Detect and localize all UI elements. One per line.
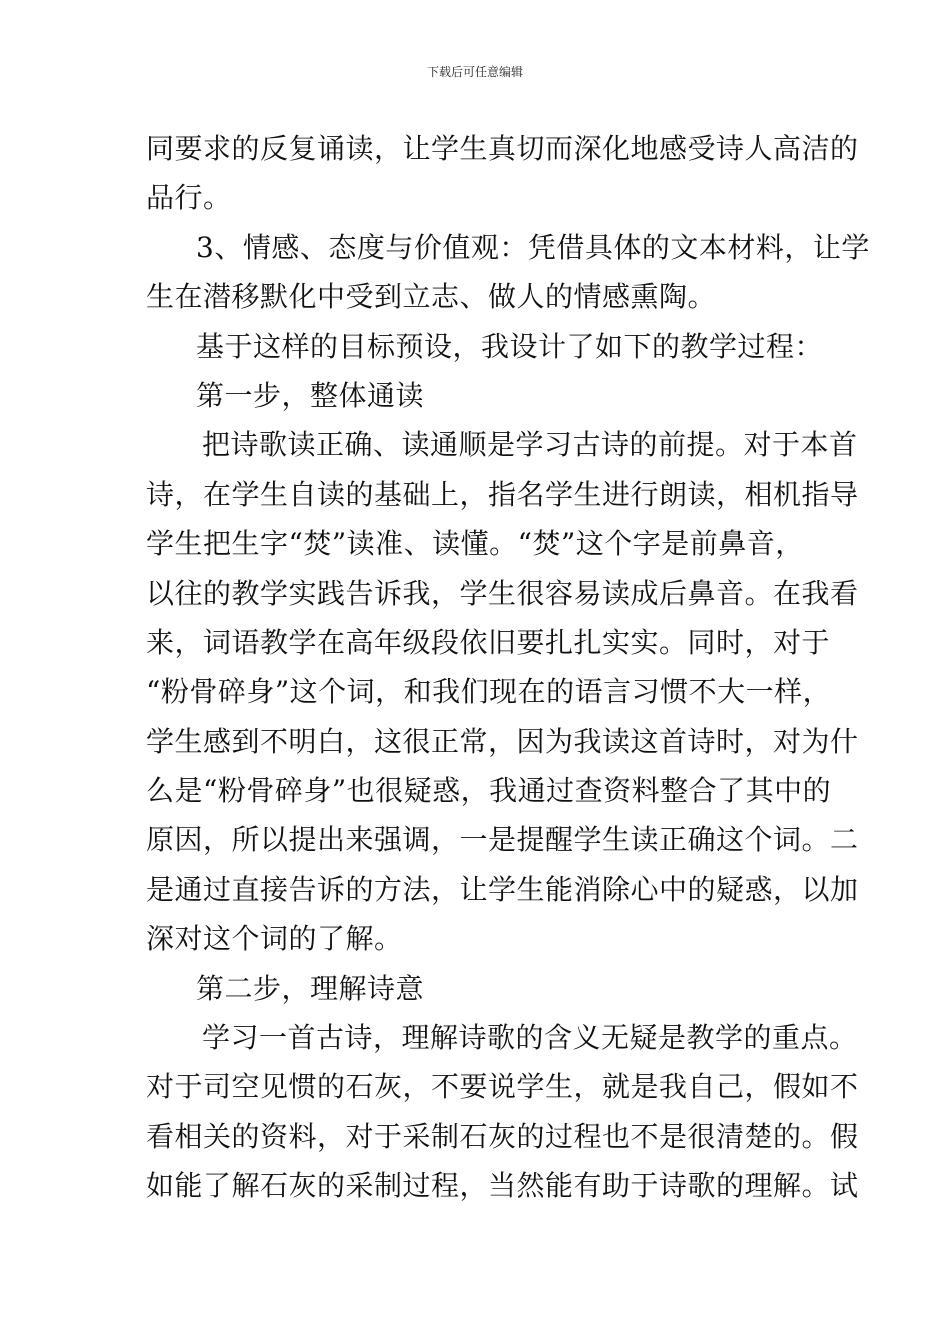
text-line: 学习一首古诗，理解诗歌的含义无疑是教学的重点。 — [202, 1021, 858, 1055]
text-line: 如能了解石灰的采制过程，当然能有助于诗歌的理解。试 — [146, 1169, 859, 1203]
text-line: 同要求的反复诵读，让学生真切而深化地感受诗人高洁的 — [146, 132, 859, 165]
text-line: 基于这样的目标预设，我设计了如下的教学过程： — [196, 329, 824, 363]
text-line: 学生感到不明白，这很正常，因为我读这首诗时，对为什 — [146, 724, 859, 758]
text-line: 以往的教学实践告诉我，学生很容易读成后鼻音。在我看 — [146, 576, 859, 610]
text-line: 生在潜移默化中受到立志、做人的情感熏陶。 — [146, 280, 717, 314]
text-line: 来，词语教学在高年级段依旧要扎扎实实。同时，对于 — [146, 625, 831, 659]
section-heading: 第一步，整体通读 — [196, 378, 425, 412]
text-line: 品行。 — [146, 181, 232, 215]
section-heading: 第二步，理解诗意 — [196, 971, 425, 1005]
text-line: 学生把生字“焚”读准、读懂。“焚”这个字是前鼻音， — [146, 527, 804, 561]
page-header: 下载后可任意编辑 — [426, 65, 523, 79]
text-line: 看相关的资料，对于采制石灰的过程也不是很清楚的。假 — [146, 1119, 859, 1153]
text-line: 是通过直接告诉的方法，让学生能消除心中的疑惑，以加 — [146, 872, 859, 906]
text-line: “粉骨碎身”这个词，和我们现在的语言习惯不大一样， — [146, 675, 832, 709]
text-line: 3、情感、态度与价值观：凭借具体的文本材料，让学 — [196, 230, 870, 264]
body-text — [146, 124, 870, 1211]
text-line: 深对这个词的了解。 — [146, 922, 403, 956]
text-line: 诗，在学生自读的基础上，指名学生进行朗读，相机指导 — [146, 477, 859, 511]
text-line: 对于司空见惯的石灰，不要说学生，就是我自己，假如不 — [146, 1070, 859, 1104]
text-line: 原因，所以提出来强调，一是提醒学生读正确这个词。二 — [146, 823, 859, 857]
text-line: 么是“粉骨碎身”也很疑惑，我通过查资料整合了其中的 — [146, 774, 832, 808]
text-line: 把诗歌读正确、读通顺是学习古诗的前提。对于本首 — [202, 428, 858, 462]
